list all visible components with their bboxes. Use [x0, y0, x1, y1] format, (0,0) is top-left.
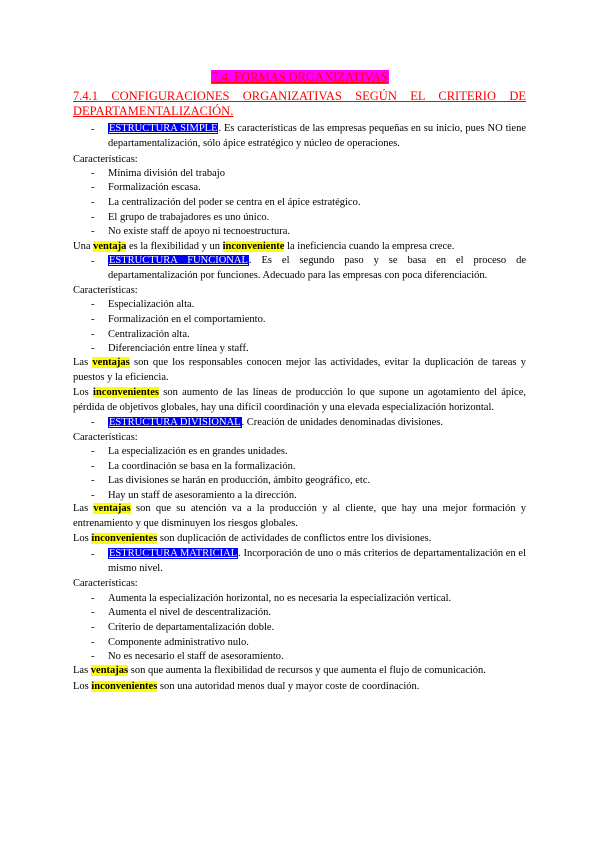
ventajas-keyword: ventajas [90, 665, 129, 676]
simple-features-label: Características: [73, 154, 138, 165]
text-fragment: Los [73, 533, 92, 544]
text-fragment: Las [73, 357, 93, 368]
text-fragment: la ineficiencia cuando la empresa crece. [284, 241, 455, 252]
divisional-cons [73, 532, 431, 546]
bullet-dash: - [91, 124, 95, 135]
funcional-description [108, 254, 526, 283]
simple-structure-desc: . Es características de las empresas pequeñas en su inicio, pues NO tiene departamentalización, sólo ápice estratégico y núcleo de operaciones. [108, 123, 526, 149]
list-item: Componente administrativo nulo. [108, 637, 249, 648]
bullet-dash: - [91, 314, 95, 325]
text-fragment: es la flexibilidad y un [126, 241, 223, 252]
divisional-description [108, 416, 443, 430]
bullet-dash: - [91, 446, 95, 457]
text-fragment: son duplicación de actividades de conflictos entre los divisiones. [157, 533, 432, 544]
bullet-dash: - [91, 417, 95, 428]
matricial-description [108, 547, 526, 576]
list-item: Formalización escasa. [108, 182, 201, 193]
matricial-pros [73, 664, 486, 678]
list-item: Hay un staff de asesoramiento a la dirección. [108, 490, 297, 501]
funcional-features-label: Características: [73, 285, 138, 296]
list-item: El grupo de trabajadores es uno único. [108, 212, 270, 223]
text-fragment: son que su atención va a la producción y al cliente, que hay una mejor formación y entrenamiento y que disminuyen los riesgos globales. [73, 503, 526, 529]
text-fragment: Las [73, 665, 91, 676]
list-item: La centralización del poder se centra en el ápice estratégico. [108, 197, 361, 208]
funcional-cons [73, 386, 526, 415]
bullet-dash: - [91, 197, 95, 208]
matricial-features-label: Características: [73, 578, 138, 589]
text-fragment: Los [73, 387, 94, 398]
list-item: Mínima división del trabajo [108, 168, 225, 179]
ventajas-keyword: ventajas [93, 503, 131, 514]
funcional-structure-name: ESTRUCTURA FUNCIONAL [109, 255, 248, 266]
inconvenientes-keyword: inconvenientes [91, 681, 158, 692]
bullet-dash: - [91, 226, 95, 237]
bullet-dash: - [91, 343, 95, 354]
section-title [0, 70, 600, 85]
bullet-dash: - [91, 637, 95, 648]
bullet-dash: - [91, 607, 95, 618]
text-fragment: Los [73, 681, 92, 692]
funcional-pros [73, 356, 526, 385]
list-item: Especialización alta. [108, 299, 195, 310]
simple-description [108, 122, 526, 151]
bullet-dash: - [91, 329, 95, 340]
list-item: Criterio de departamentalización doble. [108, 622, 275, 633]
bullet-dash: - [91, 299, 95, 310]
bullet-dash: - [91, 256, 95, 267]
matricial-structure-name: ESTRUCTURA MATRICIAL [109, 548, 238, 559]
bullet-dash: - [91, 461, 95, 472]
list-item: Diferenciación entre línea y staff. [108, 343, 249, 354]
text-fragment: Las [73, 503, 94, 514]
section-title-text: 7.4. FORMAS ORGANIZATIVAS [212, 70, 388, 84]
text-fragment: son aumento de las líneas de producción lo que supone un agotamiento del ápice, pérdida de objetivos globales, hay una difícil coordinación y una elevada especialización horizontal. [73, 387, 527, 413]
bullet-dash: - [91, 168, 95, 179]
bullet-dash: - [91, 182, 95, 193]
simple-structure-name: ESTRUCTURA SIMPLE [109, 123, 218, 134]
list-item: Centralización alta. [108, 329, 190, 340]
funcional-structure-desc: . Es el segundo paso y se basa en el proceso de departamentalización por funciones. Adecuado para las empresas con poca diferenciación. [108, 255, 526, 281]
divisional-pros [73, 502, 526, 531]
list-item: Aumenta el nivel de descentralización. [108, 607, 271, 618]
bullet-dash: - [91, 622, 95, 633]
divisional-structure-desc: . Creación de unidades denominadas divisiones. [241, 417, 444, 428]
ventajas-keyword: ventajas [92, 357, 130, 368]
list-item: Aumenta la especialización horizontal, no es necesaria la especialización vertical. [108, 593, 452, 604]
inconvenientes-keyword: inconvenientes [91, 533, 158, 544]
list-item: Formalización en el comportamiento. [108, 314, 266, 325]
bullet-dash: - [91, 549, 95, 560]
bullet-dash: - [91, 212, 95, 223]
inconvenientes-keyword: inconvenientes [93, 387, 159, 398]
bullet-dash: - [91, 475, 95, 486]
simple-pros-cons [73, 240, 454, 254]
text-fragment: son que aumenta la flexibilidad de recursos y que aumenta el flujo de comunicación. [128, 665, 486, 676]
inconveniente-keyword: inconveniente [222, 241, 285, 252]
text-fragment: son que los responsables conocen mejor las actividades, evitar la duplicación de tareas y puestos y la eficiencia. [73, 357, 526, 383]
list-item: Las divisiones se harán en producción, ámbito geográfico, etc. [108, 475, 371, 486]
divisional-features-label: Características: [73, 432, 138, 443]
list-item: No es necesario el staff de asesoramiento. [108, 651, 284, 662]
list-item: No existe staff de apoyo ni tecnoestructura. [108, 226, 291, 237]
list-item: La especialización es en grandes unidades. [108, 446, 288, 457]
list-item: La coordinación se basa en la formalización. [108, 461, 296, 472]
bullet-dash: - [91, 651, 95, 662]
text-fragment: Una [73, 241, 94, 252]
text-fragment: son una autoridad menos dual y mayor coste de coordinación. [157, 681, 420, 692]
matricial-cons [73, 680, 419, 694]
subsection-title: 7.4.1 CONFIGURACIONES ORGANIZATIVAS SEGÚN EL CRITERIO DE DEPARTAMENTALIZACIÓN. [73, 89, 526, 118]
bullet-dash: - [91, 593, 95, 604]
bullet-dash: - [91, 490, 95, 501]
matricial-structure-desc: . Incorporación de uno o más criterios de departamentalización en el mismo nivel. [108, 548, 526, 574]
ventaja-keyword: ventaja [93, 241, 127, 252]
divisional-structure-name: ESTRUCTURA DIVISIONAL [109, 417, 241, 428]
